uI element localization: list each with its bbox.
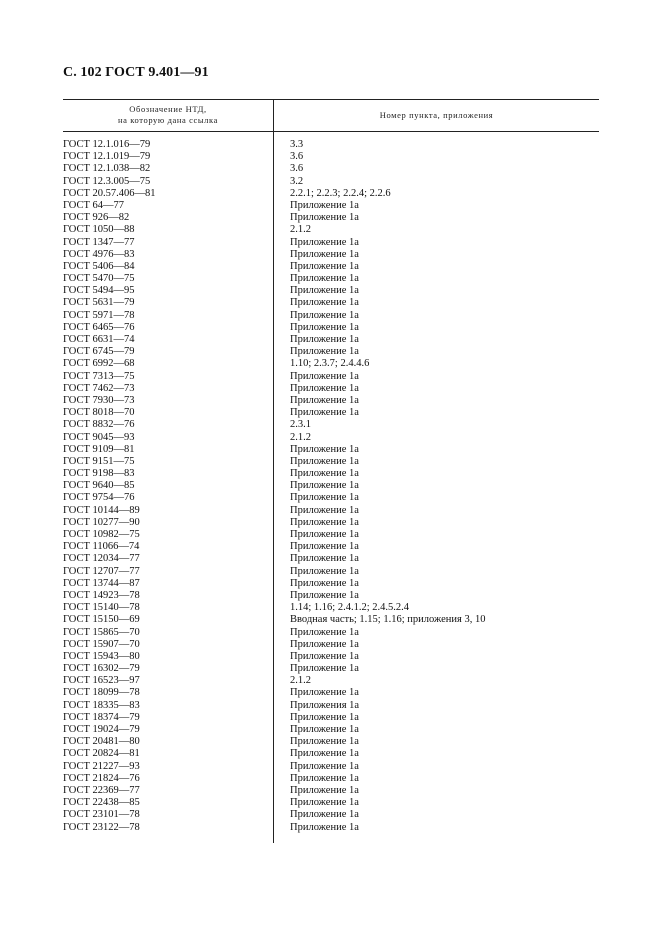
standard-code: ГОСТ 16523—97 bbox=[63, 675, 140, 687]
table-row bbox=[63, 432, 599, 444]
standard-code: ГОСТ 22438—85 bbox=[63, 797, 140, 809]
clause-reference: 2.3.1 bbox=[290, 419, 311, 431]
table-row bbox=[63, 566, 599, 578]
table-row bbox=[63, 188, 599, 200]
standard-code: ГОСТ 10144—89 bbox=[63, 504, 140, 516]
clause-reference: 2.2.1; 2.2.3; 2.2.4; 2.2.6 bbox=[290, 187, 391, 199]
table-row bbox=[63, 529, 599, 541]
clause-reference: Приложение 1а bbox=[290, 626, 359, 638]
standard-code: ГОСТ 21824—76 bbox=[63, 772, 140, 784]
standard-code: ГОСТ 14923—78 bbox=[63, 589, 140, 601]
standard-code: ГОСТ 7313—75 bbox=[63, 370, 135, 382]
standard-code: ГОСТ 12707—77 bbox=[63, 565, 140, 577]
table-row bbox=[63, 797, 599, 809]
table-row bbox=[63, 212, 599, 224]
clause-reference: Приложение 1а bbox=[290, 212, 359, 224]
reference-table-body bbox=[63, 139, 599, 834]
standard-code: ГОСТ 9109—81 bbox=[63, 443, 135, 455]
table-row bbox=[63, 651, 599, 663]
clause-reference: Приложение 1а bbox=[290, 821, 359, 833]
table-row bbox=[63, 407, 599, 419]
table-row bbox=[63, 139, 599, 151]
clause-reference: Приложение 1а bbox=[290, 516, 359, 528]
table-row bbox=[63, 468, 599, 480]
clause-reference: Приложение 1а bbox=[290, 760, 359, 772]
standard-code: ГОСТ 5494—95 bbox=[63, 285, 135, 297]
table-row bbox=[63, 736, 599, 748]
table-row bbox=[63, 200, 599, 212]
table-row bbox=[63, 687, 599, 699]
clause-reference: Приложение 1а bbox=[290, 297, 359, 309]
standard-code: ГОСТ 64—77 bbox=[63, 199, 125, 211]
clause-reference: Приложение 1а bbox=[290, 321, 359, 333]
clause-reference: Приложение 1а bbox=[290, 236, 359, 248]
clause-reference: Приложение 1а bbox=[290, 711, 359, 723]
table-row bbox=[63, 675, 599, 687]
standard-code: ГОСТ 1347—77 bbox=[63, 236, 135, 248]
table-row bbox=[63, 456, 599, 468]
table-row bbox=[63, 700, 599, 712]
standard-code: ГОСТ 5470—75 bbox=[63, 273, 135, 285]
table-row bbox=[63, 712, 599, 724]
clause-reference: Приложение 1а bbox=[290, 394, 359, 406]
table-row bbox=[63, 663, 599, 675]
table-row bbox=[63, 822, 599, 834]
standard-code: ГОСТ 6992—68 bbox=[63, 358, 135, 370]
standard-code: ГОСТ 4976—83 bbox=[63, 248, 135, 260]
standard-code: ГОСТ 1050—88 bbox=[63, 224, 135, 236]
clause-reference: Приложение 1а bbox=[290, 260, 359, 272]
standard-code: ГОСТ 16302—79 bbox=[63, 663, 140, 675]
clause-reference: Приложение 1а bbox=[290, 382, 359, 394]
clause-reference: Приложение 1а bbox=[290, 480, 359, 492]
clause-reference: Приложение 1а bbox=[290, 638, 359, 650]
clause-reference: Приложение 1а bbox=[290, 504, 359, 516]
table-row bbox=[63, 761, 599, 773]
table-row bbox=[63, 334, 599, 346]
clause-reference: 3.6 bbox=[290, 151, 304, 163]
standard-code: ГОСТ 18335—83 bbox=[63, 699, 140, 711]
clause-reference: Приложение 1а bbox=[290, 784, 359, 796]
standard-code: ГОСТ 9198—83 bbox=[63, 468, 135, 480]
table-row bbox=[63, 748, 599, 760]
standard-code: ГОСТ 10982—75 bbox=[63, 529, 140, 540]
table-row bbox=[63, 419, 599, 431]
standard-code: ГОСТ 15140—78 bbox=[63, 602, 140, 614]
table-row bbox=[63, 383, 599, 395]
clause-reference: Приложение 1а bbox=[290, 748, 359, 760]
clause-reference: 1.10; 2.3.7; 2.4.4.6 bbox=[290, 358, 370, 370]
table-row bbox=[63, 346, 599, 358]
table-row bbox=[63, 310, 599, 322]
standard-code: ГОСТ 926—82 bbox=[63, 212, 130, 224]
table-row bbox=[63, 541, 599, 553]
standard-code: ГОСТ 9045—93 bbox=[63, 431, 135, 443]
standard-code: ГОСТ 6631—74 bbox=[63, 334, 135, 345]
standard-code: ГОСТ 8018—70 bbox=[63, 407, 135, 419]
standard-code: ГОСТ 9151—75 bbox=[63, 455, 135, 467]
standard-code: ГОСТ 8832—76 bbox=[63, 419, 135, 431]
table-row bbox=[63, 224, 599, 236]
clause-reference: Приложения 1а bbox=[290, 699, 360, 711]
clause-reference: Приложение 1а bbox=[290, 443, 359, 455]
standard-code: ГОСТ 21227—93 bbox=[63, 760, 140, 772]
table-row bbox=[63, 785, 599, 797]
clause-reference: Приложение 1а bbox=[290, 577, 359, 589]
standard-code: ГОСТ 13744—87 bbox=[63, 577, 140, 589]
clause-reference: Приложение 1а bbox=[290, 273, 359, 285]
table-row bbox=[63, 237, 599, 249]
standard-code: ГОСТ 19024—79 bbox=[63, 724, 140, 735]
standard-code: ГОСТ 23101—78 bbox=[63, 809, 140, 821]
standard-code: ГОСТ 9754—76 bbox=[63, 492, 135, 504]
column-header-designation-line1: Обозначение НТД, bbox=[129, 104, 207, 114]
table-row bbox=[63, 176, 599, 188]
table-row bbox=[63, 322, 599, 334]
table-row bbox=[63, 614, 599, 626]
table-row bbox=[63, 297, 599, 309]
clause-reference: Приложение 1а bbox=[290, 407, 359, 419]
clause-reference: Приложение 1а bbox=[290, 199, 359, 211]
standard-code: ГОСТ 7462—73 bbox=[63, 382, 135, 394]
clause-reference: Приложение 1а bbox=[290, 565, 359, 577]
standard-code: ГОСТ 18099—78 bbox=[63, 687, 140, 699]
standard-code: ГОСТ 9640—85 bbox=[63, 480, 135, 492]
standard-code: ГОСТ 10277—90 bbox=[63, 516, 140, 528]
clause-reference: Приложение 1а bbox=[290, 455, 359, 467]
column-header-designation bbox=[63, 104, 273, 126]
clause-reference: Приложение 1а bbox=[290, 736, 359, 748]
standard-code: ГОСТ 12.3.005—75 bbox=[63, 175, 151, 187]
table-header-rule bbox=[63, 131, 599, 132]
table-row bbox=[63, 492, 599, 504]
clause-reference: Приложение 1а bbox=[290, 772, 359, 784]
standard-code: ГОСТ 15907—70 bbox=[63, 638, 140, 650]
table-top-rule bbox=[63, 99, 599, 100]
table-row bbox=[63, 163, 599, 175]
standard-code: ГОСТ 11066—74 bbox=[63, 541, 140, 553]
table-row bbox=[63, 809, 599, 821]
table-row bbox=[63, 371, 599, 383]
clause-reference: 2.1.2 bbox=[290, 431, 311, 443]
table-row bbox=[63, 505, 599, 517]
table-row bbox=[63, 724, 599, 736]
standard-code: ГОСТ 15150—69 bbox=[63, 614, 140, 626]
clause-reference: 3.2 bbox=[290, 175, 304, 187]
page-header: С. 102 ГОСТ 9.401—91 bbox=[63, 65, 209, 80]
clause-reference: Приложение 1а bbox=[290, 541, 359, 553]
clause-reference: Приложение 1а bbox=[290, 370, 359, 382]
standard-code: ГОСТ 15943—80 bbox=[63, 650, 140, 662]
standard-code: ГОСТ 18374—79 bbox=[63, 711, 140, 723]
table-row bbox=[63, 517, 599, 529]
standard-code: ГОСТ 23122—78 bbox=[63, 821, 140, 833]
standard-code: ГОСТ 20824—81 bbox=[63, 748, 140, 760]
standard-code: ГОСТ 12.1.038—82 bbox=[63, 163, 151, 175]
table-row bbox=[63, 285, 599, 297]
table-row bbox=[63, 261, 599, 273]
clause-reference: Приложение 1а bbox=[290, 797, 359, 809]
table-row bbox=[63, 358, 599, 370]
table-row bbox=[63, 773, 599, 785]
standard-code: ГОСТ 6745—79 bbox=[63, 346, 135, 358]
table-row bbox=[63, 480, 599, 492]
clause-reference: Приложение 1а bbox=[290, 663, 359, 675]
table-row bbox=[63, 590, 599, 602]
standard-code: ГОСТ 20.57.406—81 bbox=[63, 187, 156, 199]
standard-code: ГОСТ 5971—78 bbox=[63, 309, 135, 321]
clause-reference: Приложение 1а bbox=[290, 285, 359, 297]
clause-reference: 3.6 bbox=[290, 163, 304, 175]
standard-code: ГОСТ 20481—80 bbox=[63, 736, 140, 748]
clause-reference: 2.1.2 bbox=[290, 224, 311, 236]
clause-reference: Приложение 1а bbox=[290, 724, 359, 735]
clause-reference: Приложение 1а bbox=[290, 650, 359, 662]
clause-reference: Приложение 1а bbox=[290, 346, 359, 358]
clause-reference: Приложение 1а bbox=[290, 468, 359, 480]
clause-reference: Приложение 1а bbox=[290, 687, 359, 699]
column-header-designation-line2: на которую дана ссылка bbox=[117, 115, 218, 125]
clause-reference: Приложение 1а bbox=[290, 529, 359, 540]
clause-reference: Приложение 1а bbox=[290, 492, 359, 504]
standard-code: ГОСТ 5406—84 bbox=[63, 260, 135, 272]
clause-reference: Приложение 1а bbox=[290, 809, 359, 821]
clause-reference: Приложение 1а bbox=[290, 248, 359, 260]
table-row bbox=[63, 444, 599, 456]
clause-reference: 1.14; 1.16; 2.4.1.2; 2.4.5.2.4 bbox=[290, 602, 410, 614]
standard-code: ГОСТ 7930—73 bbox=[63, 394, 135, 406]
table-row bbox=[63, 578, 599, 590]
table-row bbox=[63, 151, 599, 163]
column-header-clause: Номер пункта, приложения bbox=[379, 110, 494, 120]
standard-code: ГОСТ 5631—79 bbox=[63, 297, 135, 309]
clause-reference: Приложение 1а bbox=[290, 334, 359, 345]
table-row bbox=[63, 249, 599, 261]
standard-code: ГОСТ 22369—77 bbox=[63, 784, 140, 796]
table-row bbox=[63, 395, 599, 407]
clause-reference: Приложение 1а bbox=[290, 553, 359, 565]
standard-code: ГОСТ 12.1.016—79 bbox=[63, 139, 151, 150]
standard-code: ГОСТ 12034—77 bbox=[63, 553, 140, 565]
clause-reference: 2.1.2 bbox=[290, 675, 311, 687]
table-row bbox=[63, 639, 599, 651]
table-row bbox=[63, 553, 599, 565]
standard-code: ГОСТ 15865—70 bbox=[63, 626, 140, 638]
table-row bbox=[63, 602, 599, 614]
standard-code: ГОСТ 6465—76 bbox=[63, 321, 135, 333]
clause-reference: Приложение 1а bbox=[290, 589, 359, 601]
clause-reference: Приложение 1а bbox=[290, 309, 359, 321]
table-row bbox=[63, 627, 599, 639]
table-row bbox=[63, 273, 599, 285]
clause-reference: 3.3 bbox=[290, 139, 304, 150]
clause-reference: Вводная часть; 1.15; 1.16; приложения 3, 10 bbox=[290, 614, 486, 626]
standard-code: ГОСТ 12.1.019—79 bbox=[63, 151, 151, 163]
